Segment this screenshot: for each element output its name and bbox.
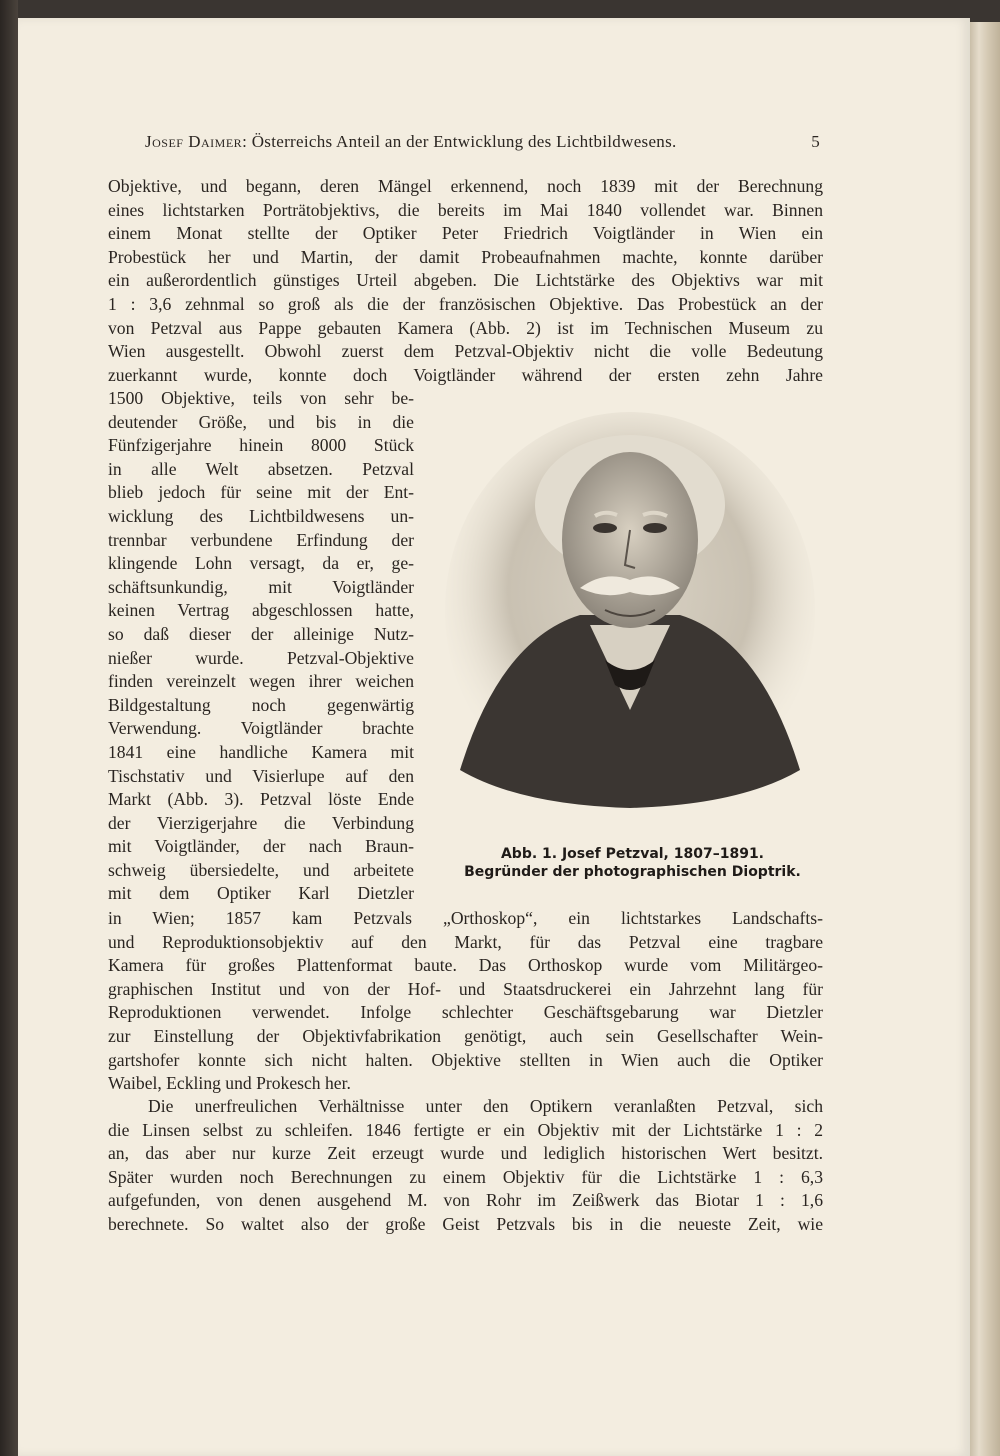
text-line: Die unerfreulichen Verhältnisse unter den Optikern veranlaßten Petzval, sich <box>148 1096 823 1116</box>
text-line: Später wurden noch Berechnungen zu einem Objektiv für die Lichtstärke 1 : 6,3 <box>108 1166 823 1187</box>
text-line: Verwendung. Voigtländer brachte <box>108 718 414 739</box>
text-line: ein außerordentlich günstiges Urteil abgeben. Die Lichtstärke des Objektivs war mit <box>108 270 823 291</box>
book-spine <box>0 0 18 1456</box>
page-number: 5 <box>811 132 820 151</box>
text-line: in alle Welt absetzen. Petzval <box>108 458 414 479</box>
text-line: Kamera für großes Plattenformat baute. Das Orthoskop wurde vom Militärgeo- <box>108 955 823 976</box>
text-line: die Linsen selbst zu schleifen. 1846 fertigte er ein Objektiv mit der Lichtstärke 1 : 2 <box>108 1119 823 1140</box>
portrait-figure <box>440 400 825 830</box>
text-line: wicklung des Lichtbildwesens un- <box>108 505 414 526</box>
text-line: mit Voigtländer, der nach Braun- <box>108 836 414 857</box>
caption-line-1: Abb. 1. Josef Petzval, 1807–1891. <box>500 846 765 862</box>
text-line: trennbar verbundene Erfindung der <box>108 529 414 550</box>
running-header <box>145 132 820 152</box>
text-line: nießer wurde. Petzval-Objektive <box>108 647 414 668</box>
text-line: in Wien; 1857 kam Petzvals „Orthoskop“, ein lichtstarkes Landschafts- <box>108 908 823 928</box>
text-line: so daß dieser der alleinige Nutz- <box>108 623 414 644</box>
text-line: Objektive, und begann, deren Mängel erkennend, noch 1839 mit der Berechnung <box>108 176 823 196</box>
text-line: Fünfzigerjahre hinein 8000 Stück <box>108 435 414 456</box>
text-line: eines lichtstarken Porträtobjektivs, die bereits im Mai 1840 vollendet war. Binnen <box>108 199 823 220</box>
text-line: berechnete. So waltet also der große Geist Petzvals bis in die neueste Zeit, wie <box>108 1213 823 1234</box>
text-line: Bildgestaltung noch gegenwärtig <box>108 694 414 715</box>
text-line: und Reproduktionsobjektiv auf den Markt, für das Petzval eine tragbare <box>108 931 823 952</box>
text-line: schäftsunkundig, mit Voigtländer <box>108 576 414 597</box>
text-line: schweig übersiedelte, und arbeitete <box>108 859 414 880</box>
text-line: graphischen Institut und von der Hof- und Staatsdruckerei ein Jahrzehnt lang für <box>108 978 823 999</box>
figure-caption <box>440 845 825 881</box>
header-title-group: Josef Daimer: Österreichs Anteil an der Entwicklung des Lichtbildwesens. <box>145 132 677 151</box>
paragraph-1-continued <box>108 907 823 1096</box>
text-line: gartshofer konnte sich nicht halten. Objektive stellten in Wien auch die Optiker <box>108 1049 823 1070</box>
text-line: Waibel, Eckling und Prokesch her. <box>108 1073 351 1094</box>
text-line: der Vierzigerjahre die Verbindung <box>108 812 414 833</box>
wrapped-text-column <box>108 387 414 906</box>
text-line: zuerkannt wurde, konnte doch Voigtländer während der ersten zehn Jahre <box>108 364 823 385</box>
text-line: 1 : 3,6 zehnmal so groß als die der französischen Objektive. Das Probestück an der <box>108 293 823 314</box>
text-line: einem Monat stellte der Optiker Peter Friedrich Voigtländer in Wien ein <box>108 223 823 244</box>
text-line: mit dem Optiker Karl Dietzler <box>108 883 414 904</box>
text-line: aufgefunden, von denen ausgehend M. von Rohr im Zeißwerk das Biotar 1 : 1,6 <box>108 1190 823 1211</box>
text-line: Tischstativ und Visierlupe auf den <box>108 765 414 786</box>
petzval-portrait-image <box>440 410 820 810</box>
caption-line-2: Begründer der photographischen Dioptrik. <box>464 864 801 880</box>
text-line: Probestück her und Martin, der damit Probeaufnahmen machte, konnte darüber <box>108 246 823 267</box>
text-line: blieb jedoch für seine mit der Ent- <box>108 482 414 503</box>
page-edge <box>970 22 1000 1456</box>
text-line: Markt (Abb. 3). Petzval löste Ende <box>108 789 414 810</box>
text-line: Reproduktionen verwendet. Infolge schlechter Geschäftsgebarung war Dietzler <box>108 1002 823 1023</box>
text-line: klingende Lohn versagt, da er, ge- <box>108 553 414 574</box>
text-line: 1500 Objektive, teils von sehr be- <box>108 388 414 408</box>
text-line: an, das aber nur kurze Zeit erzeugt wurde und lediglich historischen Wert besitzt. <box>108 1143 823 1164</box>
header-author: Josef Daimer <box>145 132 243 151</box>
text-line: zur Einstellung der Objektivfabrikation genötigt, auch sein Gesellschafter Wein- <box>108 1025 823 1046</box>
text-line: von Petzval aus Pappe gebauten Kamera (Abb. 2) ist im Technischen Museum zu <box>108 317 823 338</box>
text-line: Wien ausgestellt. Obwohl zuerst dem Petzval-Objektiv nicht die volle Bedeutung <box>108 341 823 362</box>
paragraph-1 <box>108 175 823 387</box>
header-title: Österreichs Anteil an der Entwicklung des Lichtbildwesens. <box>251 132 677 151</box>
paragraph-2 <box>108 1095 823 1237</box>
text-line: keinen Vertrag abgeschlossen hatte, <box>108 600 414 621</box>
text-line: deutender Größe, und bis in die <box>108 411 414 432</box>
text-line: 1841 eine handliche Kamera mit <box>108 741 414 762</box>
text-line: finden vereinzelt wegen ihrer weichen <box>108 671 414 692</box>
